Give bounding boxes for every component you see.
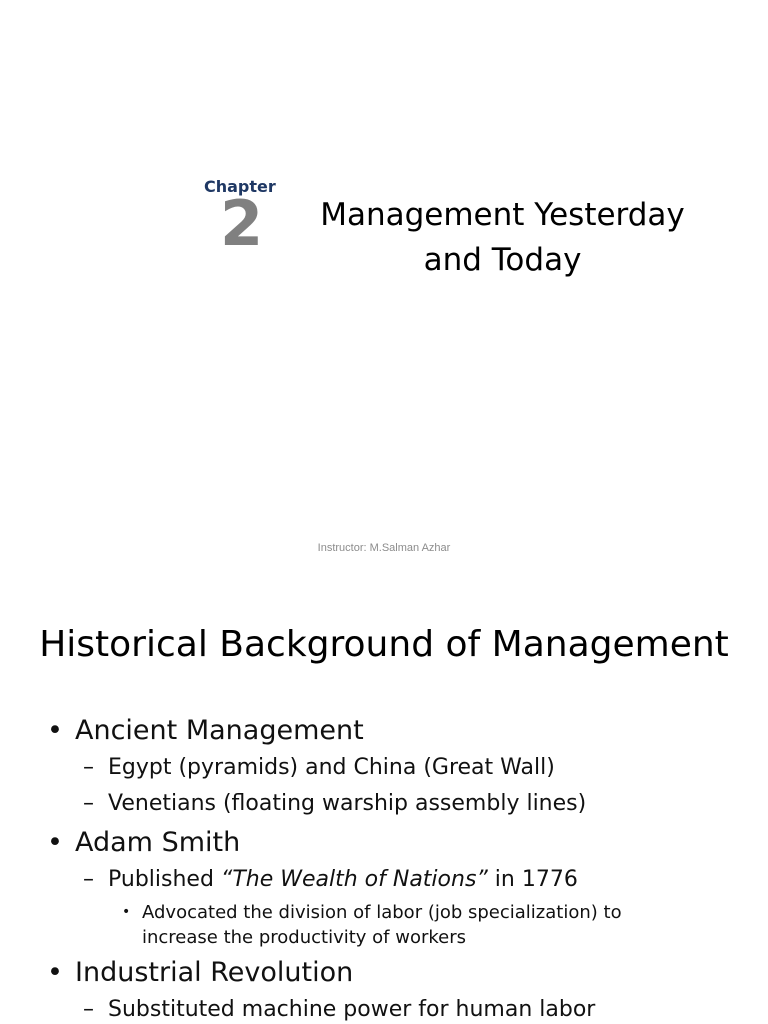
- slide-title-line1: Management Yesterday: [320, 197, 685, 233]
- sub-sub-bullet-division-of-labor: • Advocated the division of labor (job specialization) to increase the productivity of workers: [45, 900, 662, 950]
- slide-title-line2: and Today: [423, 242, 582, 278]
- content-slide-title: Historical Background of Management: [39, 624, 729, 665]
- content-slide: [0, 576, 768, 1024]
- slide-title: [300, 193, 705, 283]
- sub-bullet-egypt-china: – Egypt (pyramids) and China (Great Wall): [45, 750, 758, 786]
- chapter-number: 2: [220, 187, 264, 260]
- sub-bullet-machine-power: – Substituted machine power for human labor: [45, 992, 758, 1024]
- book-title: “The Wealth of Nations”: [220, 867, 488, 892]
- sub-bullet-venetians: – Venetians (floating warship assembly lines): [45, 786, 758, 822]
- bullet-industrial-revolution: • Industrial Revolution: [45, 954, 758, 992]
- bullet-ancient-management: • Ancient Management: [45, 712, 758, 750]
- bullet-adam-smith: • Adam Smith: [45, 824, 758, 862]
- sub-bullet-wealth-of-nations: [45, 862, 758, 898]
- instructor-footer: Instructor: M.Salman Azhar: [317, 542, 451, 554]
- chapter-label: Chapter: [204, 177, 276, 196]
- published-year: in 1776: [487, 867, 578, 892]
- bullet-list: [45, 710, 758, 1024]
- published-prefix: Published: [108, 867, 221, 892]
